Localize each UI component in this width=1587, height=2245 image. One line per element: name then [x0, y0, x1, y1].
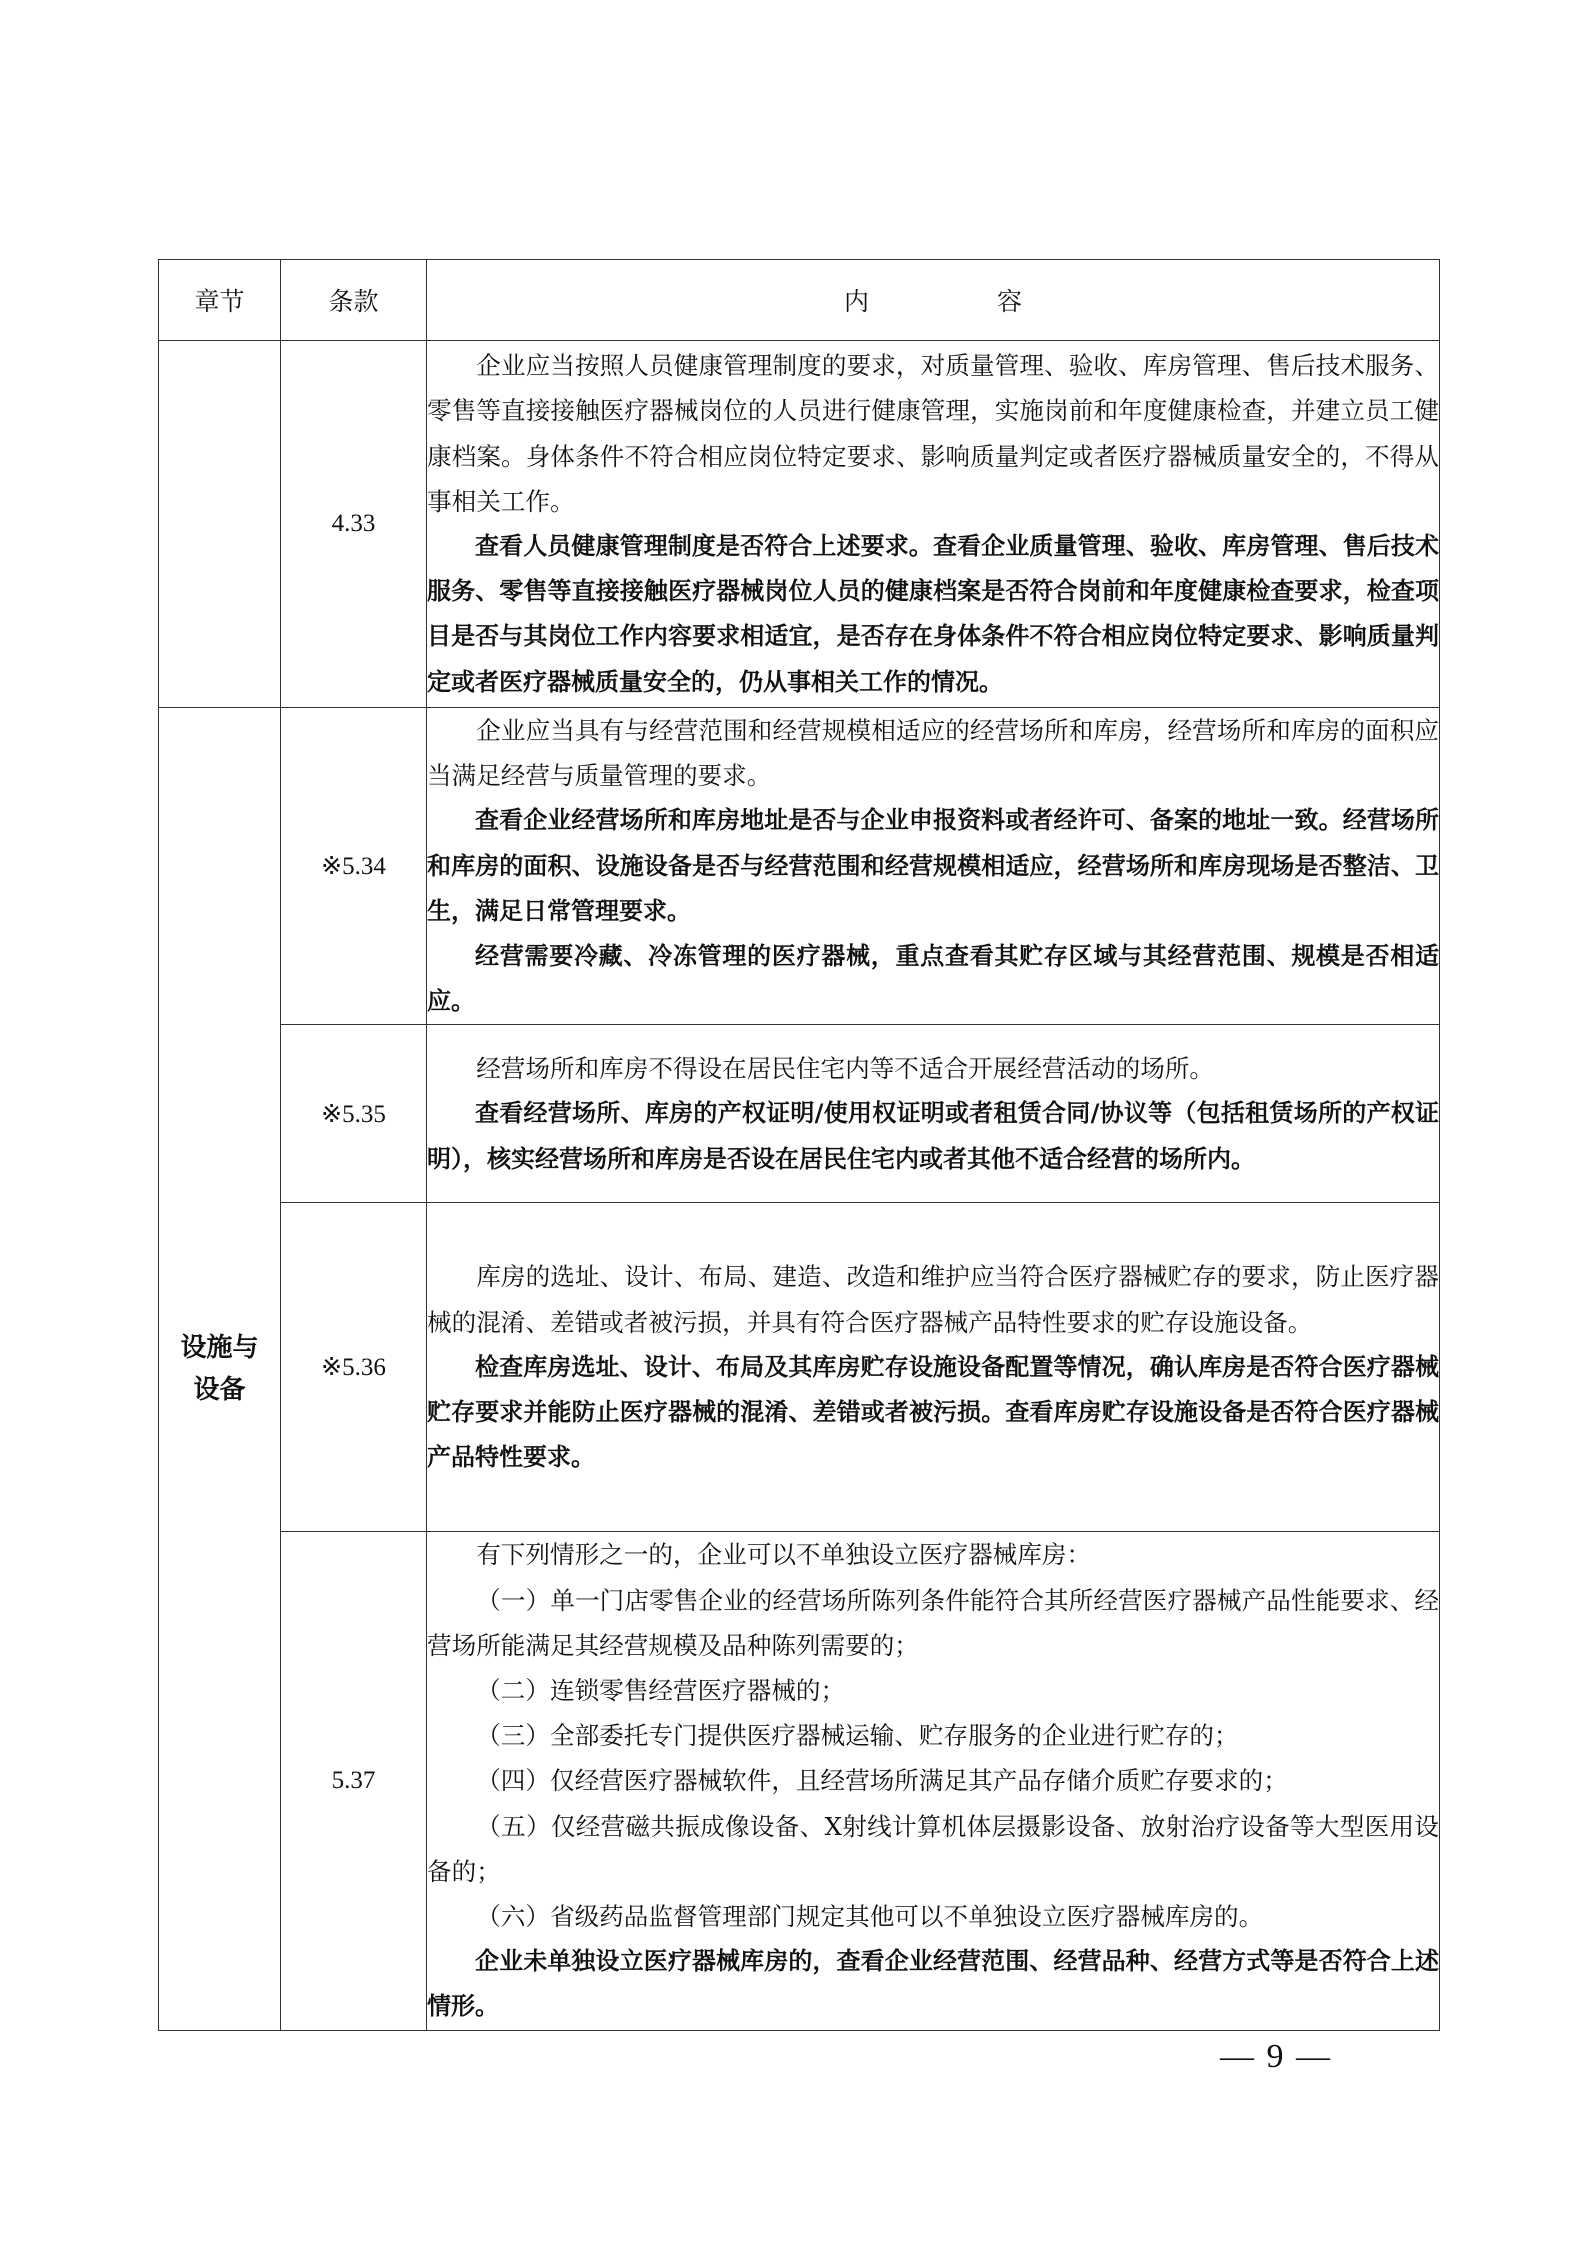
- requirement-text: 库房的选址、设计、布局、建造、改造和维护应当符合医疗器械贮存的要求，防止医疗器械的混淆、差错或者被污损，并具有符合医疗器械产品特性要求的贮存设施设备。: [427, 1262, 1439, 1337]
- clause-number: 5.37: [281, 1532, 427, 2030]
- table-row: [159, 1203, 1440, 1532]
- clause-content: [427, 341, 1440, 708]
- list-item: （六）省级药品监督管理部门规定其他可以不单独设立医疗器械库房的。: [476, 1902, 1264, 1932]
- table-row: [159, 708, 1440, 1025]
- clause-number: ※5.34: [281, 708, 427, 1025]
- clause-content: [427, 1203, 1440, 1532]
- chapter-label-line-1: 设施与: [180, 1332, 259, 1363]
- table-row: [159, 341, 1440, 708]
- clause-content: [427, 708, 1440, 1025]
- inspection-text: 企业未单独设立医疗器械库房的，查看企业经营范围、经营品种、经营方式等是否符合上述情形。: [427, 1947, 1439, 2021]
- header-clause: 条款: [281, 260, 427, 341]
- requirement-text: 企业应当具有与经营范围和经营规模相适应的经营场所和库房，经营场所和库房的面积应当满足经营与质量管理的要求。: [427, 716, 1439, 791]
- page-number: — 9 —: [1220, 2038, 1332, 2075]
- list-item: （一）单一门店零售企业的经营场所陈列条件能符合其所经营医疗器械产品性能要求、经营场所能满足其经营规模及品种陈列需要的；: [427, 1585, 1439, 1660]
- chapter-cell-empty: [159, 341, 281, 708]
- inspection-text: 查看人员健康管理制度是否符合上述要求。查看企业质量管理、验收、库房管理、售后技术服务、零售等直接接触医疗器械岗位人员的健康档案是否符合岗前和年度健康检查要求，检查项目是否与其岗位工作内容要求相适宜，是否存在身体条件不符合相应岗位特定要求、影响质量判定或者医疗器械质量安全的，仍从事相关工作的情况。: [427, 532, 1439, 696]
- header-content: 内 容: [427, 260, 1440, 341]
- regulation-table: [158, 259, 1440, 2031]
- list-item: （二）连锁零售经营医疗器械的；: [476, 1676, 846, 1706]
- clause-content: [427, 1532, 1440, 2030]
- requirement-text: 有下列情形之一的，企业可以不单独设立医疗器械库房：: [476, 1540, 1092, 1570]
- list-item: （三）全部委托专门提供医疗器械运输、贮存服务的企业进行贮存的；: [476, 1721, 1239, 1751]
- inspection-text: 查看经营场所、库房的产权证明/使用权证明或者租赁合同/协议等（包括租赁场所的产权证明），核实经营场所和库房是否设在居民住宅内或者其他不适合经营的场所内。: [427, 1099, 1439, 1173]
- chapter-label-line-2: 设备: [193, 1374, 246, 1405]
- table-header-row: [159, 260, 1440, 341]
- list-item: （五）仅经营磁共振成像设备、X射线计算机体层摄影设备、放射治疗设备等大型医用设备的；: [427, 1811, 1439, 1886]
- chapter-cell: [159, 708, 281, 2031]
- clause-number: 4.33: [281, 341, 427, 708]
- inspection-text: 查看企业经营场所和库房地址是否与企业申报资料或者经许可、备案的地址一致。经营场所和库房的面积、设施设备是否与经营范围和经营规模相适应，经营场所和库房现场是否整洁、卫生，满足日常管理要求。: [427, 806, 1439, 925]
- inspection-text: 检查库房选址、设计、布局及其库房贮存设施设备配置等情况，确认库房是否符合医疗器械贮存要求并能防止医疗器械的混淆、差错或者被污损。查看库房贮存设施设备是否符合医疗器械产品特性要求。: [427, 1352, 1439, 1472]
- clause-number: ※5.35: [281, 1025, 427, 1203]
- table-row: [159, 1025, 1440, 1203]
- header-chapter: 章节: [159, 260, 281, 341]
- clause-content: [427, 1025, 1440, 1203]
- inspection-text: 经营需要冷藏、冷冻管理的医疗器械，重点查看其贮存区域与其经营范围、规模是否相适应。: [427, 942, 1439, 1016]
- clause-number: ※5.36: [281, 1203, 427, 1532]
- requirement-text: 经营场所和库房不得设在居民住宅内等不适合开展经营活动的场所。: [476, 1054, 1215, 1084]
- list-item: （四）仅经营医疗器械软件，且经营场所满足其产品存储介质贮存要求的；: [476, 1766, 1288, 1796]
- requirement-text: 企业应当按照人员健康管理制度的要求，对质量管理、验收、库房管理、售后技术服务、零售等直接接触医疗器械岗位的人员进行健康管理，实施岗前和年度健康检查，并建立员工健康档案。身体条件不符合相应岗位特定要求、影响质量判定或者医疗器械质量安全的，不得从事相关工作。: [427, 351, 1439, 516]
- table-row: [159, 1532, 1440, 2030]
